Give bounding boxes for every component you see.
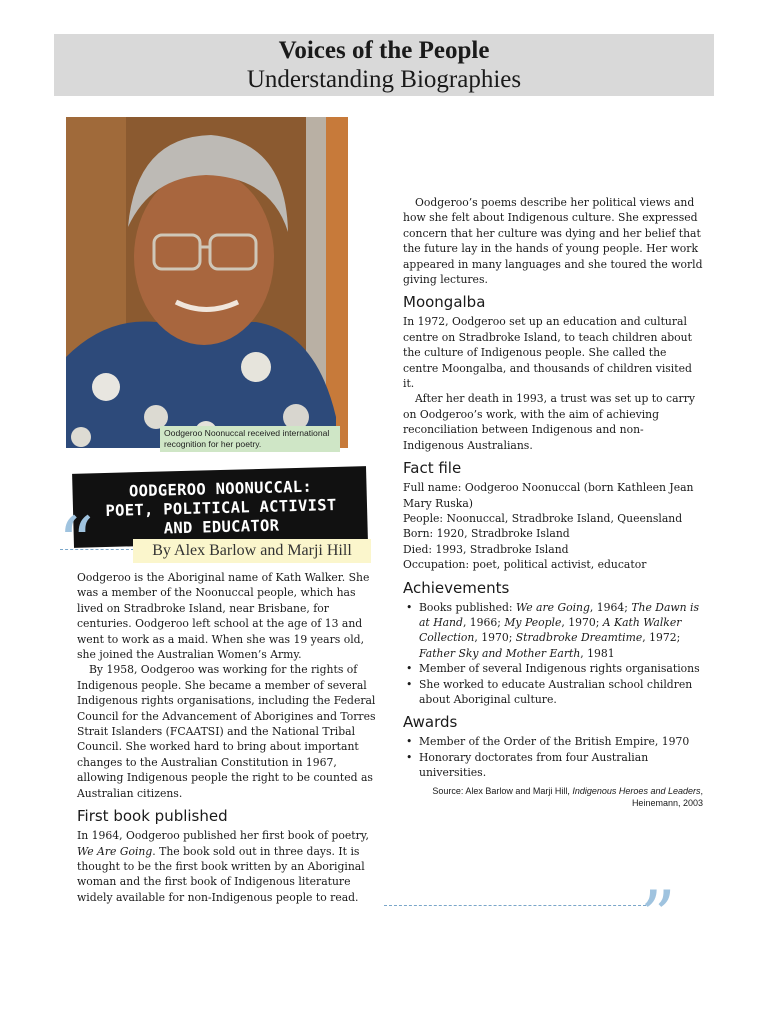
book-title: We Are Going	[77, 844, 153, 858]
paragraph: In 1972, Oodgeroo set up an education and cultural centre on Stradbroke Island, to teach children about the culture of Indigenous people. She called the centre Moongalba, and thousands of children visited it.	[403, 315, 692, 391]
paragraph: By 1958, Oodgeroo was working for the rights of Indigenous people. She became a member of several Indigenous rights organisations, including the Federal Council for the Advancement of Aborigines and Torres Strait Islanders (FCAATSI) and the National Tribal Council. She worked hard to bring about important changes to the Australian Constitution in 1967, allowing Indigenous people the right to be counted as Australian citizens.	[77, 663, 376, 800]
divider	[384, 905, 646, 906]
section-heading: Moongalba	[403, 293, 486, 312]
portrait-photo	[66, 117, 348, 448]
source-note	[403, 785, 703, 809]
text: , 1966;	[462, 615, 505, 629]
title-line: POET, POLITICAL ACTIVIST	[105, 495, 337, 521]
text: Source: Alex Barlow and Marji Hill,	[432, 785, 573, 796]
paragraph: Oodgeroo is the Aboriginal name of Kath Walker. She was a member of the Noonuccal people, which has lived on Stradbroke Island, near Brisbane, for centuries. Oodgeroo left school at the age of 13 and went to work as a maid. When she was 19 years old, she joined the Australian Women’s Army.	[77, 571, 370, 662]
byline: By Alex Barlow and Marji Hill	[133, 539, 371, 563]
section-heading: Fact file	[403, 459, 462, 478]
text: In 1964, Oodgeroo published her first book of poetry,	[77, 829, 369, 843]
fact-item: People: Noonuccal, Stradbroke Island, Queensland	[403, 511, 683, 525]
paragraph: Oodgeroo’s poems describe her political views and how she felt about Indigenous culture. She expressed concern that her culture was dying and her belief that the future lay in the hands of young people. Her work appeared in many languages and she toured the world giving lectures.	[403, 196, 703, 287]
achievements-list	[403, 600, 703, 708]
title-line: OODGEROO NOONUCCAL:	[128, 477, 313, 501]
close-quote-icon: ”	[640, 876, 676, 958]
text: , 1972;	[642, 631, 681, 645]
section-heading: Achievements	[403, 578, 510, 597]
text: , 1970;	[474, 631, 516, 645]
divider	[60, 549, 134, 550]
book-title: The Dawn is at Hand	[419, 600, 700, 629]
section-heading: First book published	[77, 807, 228, 826]
text: , 1981	[580, 646, 615, 660]
book-title: A Kath Walker Collection	[419, 615, 682, 645]
book-title: My People	[504, 615, 562, 629]
right-column	[403, 195, 703, 809]
list-item: • Honorary doctorates from four Australian universities.	[403, 750, 703, 781]
title-line: AND EDUCATOR	[163, 516, 280, 538]
paragraph	[77, 828, 377, 905]
photo-caption: Oodgeroo Noonuccal received international recognition for her poetry.	[160, 426, 340, 452]
list-item	[403, 600, 703, 662]
list-item: • Member of several Indigenous rights organisations	[403, 661, 703, 676]
fact-item: Born: 1920, Stradbroke Island	[403, 527, 570, 541]
left-column	[77, 570, 377, 905]
book-title: Indigenous Heroes and Leaders	[572, 785, 701, 796]
book-title: Father Sky and Mother Earth	[419, 646, 581, 660]
paragraph: After her death in 1993, a trust was set up to carry on Oodgeroo’s work, with the aim of achieving reconciliation between Indigenous and non-Indigenous Australians.	[403, 392, 695, 452]
page-subtitle: Understanding Biographies	[246, 66, 522, 93]
book-title: We are Going	[516, 600, 590, 614]
fact-item: Occupation: poet, political activist, educator	[403, 558, 647, 572]
list-item: • She worked to educate Australian school children about Aboriginal culture.	[403, 677, 703, 708]
portrait-illustration	[66, 117, 348, 448]
text: , Heinemann, 2003	[631, 785, 703, 808]
article-title	[75, 476, 366, 541]
open-quote-icon: “	[58, 502, 94, 584]
page-title: Voices of the People	[278, 37, 490, 64]
fact-item: Full name: Oodgeroo Noonuccal (born Kathleen Jean Mary Ruska)	[403, 481, 694, 510]
text: Books published:	[419, 600, 516, 614]
text: . The book sold out in three days. It is thought to be the first book written by an Aboriginal woman and the first book of Indigenous literature widely available for non-Indigenous people to read.	[77, 844, 365, 904]
header-banner	[54, 34, 714, 96]
text: , 1970;	[561, 615, 603, 629]
section-heading: Awards	[403, 713, 458, 732]
fact-item: Died: 1993, Stradbroke Island	[403, 542, 569, 556]
awards-list	[403, 734, 703, 780]
text: , 1964;	[589, 600, 632, 614]
list-item: • Member of the Order of the British Empire, 1970	[403, 734, 703, 749]
book-title: Stradbroke Dreamtime	[515, 631, 643, 645]
